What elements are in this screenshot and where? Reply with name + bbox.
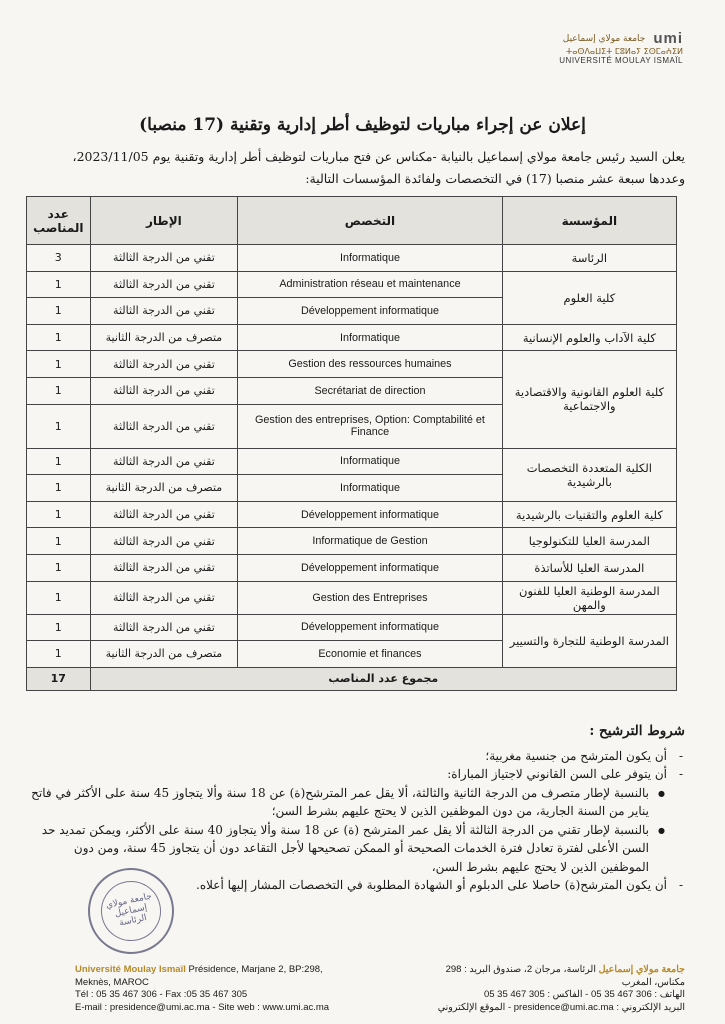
count-cell: 1 [27,475,91,502]
specialty-cell: Gestion des entreprises, Option: Comptabilité et Finance [238,404,503,448]
intro-line-2: وعددها سبعة عشر منصبا (17) في التخصصات ولفائدة المؤسسات التالية: [305,171,685,186]
condition-age-admin: ● بالنسبة لإطار متصرف من الدرجة الثانية والثالثة، ألا يقل عمر المترشح(ة) عن 18 سنة وألا يتجاوز 45 سنة على الأكثر في فاتح يناير من السنة الجارية، من دون الموظفين الذين لا يحتج عليهم بشرط السن؛ [25,784,685,821]
footer-ar-email: البريد الإلكتروني : presidence@umi.ac.ma - الموقع الإلكتروني [437,1001,685,1013]
footer-address-1: Présidence, Marjane 2, BP:298, [188,964,323,975]
table-row [27,554,677,581]
footer-email-web: E-mail : presidence@umi.ac.ma - Site web : www.umi.ac.ma [75,1001,330,1013]
header-specialty: التخصص [238,197,503,245]
table-row [27,448,677,475]
count-cell: 3 [27,245,91,272]
intro-paragraph [35,146,685,190]
specialty-cell: Informatique [238,475,503,502]
count-cell: 1 [27,351,91,378]
institution-cell: كلية العلوم والتقنيات بالرشيدية [502,501,676,528]
header-frame: الإطار [90,197,238,245]
frame-cell: تقني من الدرجة الثالثة [90,554,238,581]
count-cell: 1 [27,641,91,668]
table-row [27,581,677,614]
condition-age-technician: ● بالنسبة لإطار تقني من الدرجة الثالثة ألا يقل عمر المترشح (ة) عن 18 سنة وألا يتجاوز 40 سنة على الأكثر، ويمكن تمديد حد السن الأعلى لفترة تعادل فترة الخدمات الصحيحة أو الممكن تصحيحها لأجل التقاعد دون أن يتجاوز 45 سنة، ومن دون الموظفين الذين لا يحتج عليهم بشرط السن، [25,821,685,877]
table-row [27,614,677,641]
specialty-cell: Informatique de Gestion [238,528,503,555]
condition-age: - أن يتوفر على السن القانوني لاجتياز المباراة: [25,765,685,784]
total-label: مجموع عدد المناصب [90,667,676,690]
logo-french-name: UNIVERSITÉ MOULAY ISMAÏL [559,56,683,65]
count-cell: 1 [27,581,91,614]
table-row [27,351,677,378]
university-logo [533,30,683,65]
count-cell: 1 [27,614,91,641]
logo-tifinagh: ⵜⴰⵙⴷⴰⵡⵉⵜ ⵎⵓⵍⴰⵢ ⵉⵙⵎⴰⵄⵉⵍ [566,47,683,56]
count-cell: 1 [27,324,91,351]
footer-ar-address-1: الرئاسة، مرجان 2، صندوق البريد : 298 [445,964,596,975]
frame-cell: تقني من الدرجة الثالثة [90,581,238,614]
positions-table [26,196,677,691]
total-row [27,667,677,690]
frame-cell: تقني من الدرجة الثالثة [90,448,238,475]
specialty-cell: Développement informatique [238,298,503,325]
frame-cell: متصرف من الدرجة الثانية [90,324,238,351]
count-cell: 1 [27,404,91,448]
specialty-cell: Développement informatique [238,614,503,641]
frame-cell: تقني من الدرجة الثالثة [90,245,238,272]
institution-cell: المدرسة العليا للتكنولوجيا [502,528,676,555]
specialty-cell: Administration réseau et maintenance [238,271,503,298]
specialty-cell: Informatique [238,324,503,351]
count-cell: 1 [27,528,91,555]
institution-cell: المدرسة الوطنية العليا للفنون والمهن [502,581,676,614]
specialty-cell: Secrétariat de direction [238,377,503,404]
condition-diploma: - أن يكون المترشح(ة) حاصلا على الدبلوم أو الشهادة المطلوبة في التخصصات المشار إليها أعلاه. [25,876,685,895]
table-row [27,271,677,298]
frame-cell: تقني من الدرجة الثالثة [90,298,238,325]
institution-cell: الكلية المتعددة التخصصات بالرشيدية [502,448,676,501]
footer-brand-fr: Université Moulay Ismaïl [75,964,186,975]
table-row [27,528,677,555]
footer-ar-address-2: مكناس، المغرب [621,976,685,988]
condition-nationality: - أن يكون المترشح من جنسية مغربية؛ [25,747,685,766]
footer-arabic [395,964,685,1014]
footer-french [75,964,375,1014]
specialty-cell: Gestion des Entreprises [238,581,503,614]
stamp-text: جامعة مولاي إسماعيل الرئاسة [95,875,166,946]
institution-cell: كلية العلوم القانونية والاقتصادية والاجتماعية [502,351,676,448]
frame-cell: تقني من الدرجة الثالثة [90,404,238,448]
frame-cell: تقني من الدرجة الثالثة [90,377,238,404]
footer-brand-ar: جامعة مولاي إسماعيل [598,964,685,975]
count-cell: 1 [27,501,91,528]
institution-cell: الرئاسة [502,245,676,272]
frame-cell: تقني من الدرجة الثالثة [90,501,238,528]
count-cell: 1 [27,271,91,298]
footer-ar-phone: الهاتف : 306 467 35 05 - الفاكس : 305 467 35 05 [483,989,685,1000]
table-header-row [27,197,677,245]
frame-cell: تقني من الدرجة الثالثة [90,351,238,378]
header-count: عدد المناصب [27,197,91,245]
logo-mark [533,30,683,47]
institution-cell: المدرسة العليا للأساتذة [502,554,676,581]
specialty-cell: Informatique [238,245,503,272]
count-cell: 1 [27,377,91,404]
total-value: 17 [27,667,91,690]
specialty-cell: Développement informatique [238,554,503,581]
footer-address-2: Meknès, MAROC [75,976,149,988]
institution-cell: المدرسة الوطنية للتجارة والتسيير [502,614,676,667]
frame-cell: تقني من الدرجة الثالثة [90,271,238,298]
table-row [27,245,677,272]
frame-cell: متصرف من الدرجة الثانية [90,475,238,502]
conditions-heading: شروط الترشيح : [589,723,685,739]
intro-line-1: يعلن السيد رئيس جامعة مولاي إسماعيل بالنيابة -مكناس عن فتح مباريات لتوظيف أطر إدارية وتقنية يوم 2023/11/05، [72,149,685,164]
institution-cell: كلية العلوم [502,271,676,324]
count-cell: 1 [27,448,91,475]
frame-cell: تقني من الدرجة الثالثة [90,528,238,555]
table-row [27,324,677,351]
count-cell: 1 [27,554,91,581]
header-institution: المؤسسة [502,197,676,245]
specialty-cell: Economie et finances [238,641,503,668]
logo-latin-mark: umi [653,30,683,47]
count-cell: 1 [27,298,91,325]
institution-cell: كلية الآداب والعلوم الإنسانية [502,324,676,351]
table-row [27,501,677,528]
specialty-cell: Gestion des ressources humaines [238,351,503,378]
frame-cell: تقني من الدرجة الثالثة [90,614,238,641]
frame-cell: متصرف من الدرجة الثانية [90,641,238,668]
page-title: إعلان عن إجراء مباريات لتوظيف أطر إدارية وتقنية (17 منصبا) [139,115,586,135]
logo-arabic-name: جامعة مولاي إسماعيل [562,34,646,44]
specialty-cell: Informatique [238,448,503,475]
footer-phone: Tél : 05 35 467 306 - Fax :05 35 467 305 [75,989,248,1000]
specialty-cell: Développement informatique [238,501,503,528]
